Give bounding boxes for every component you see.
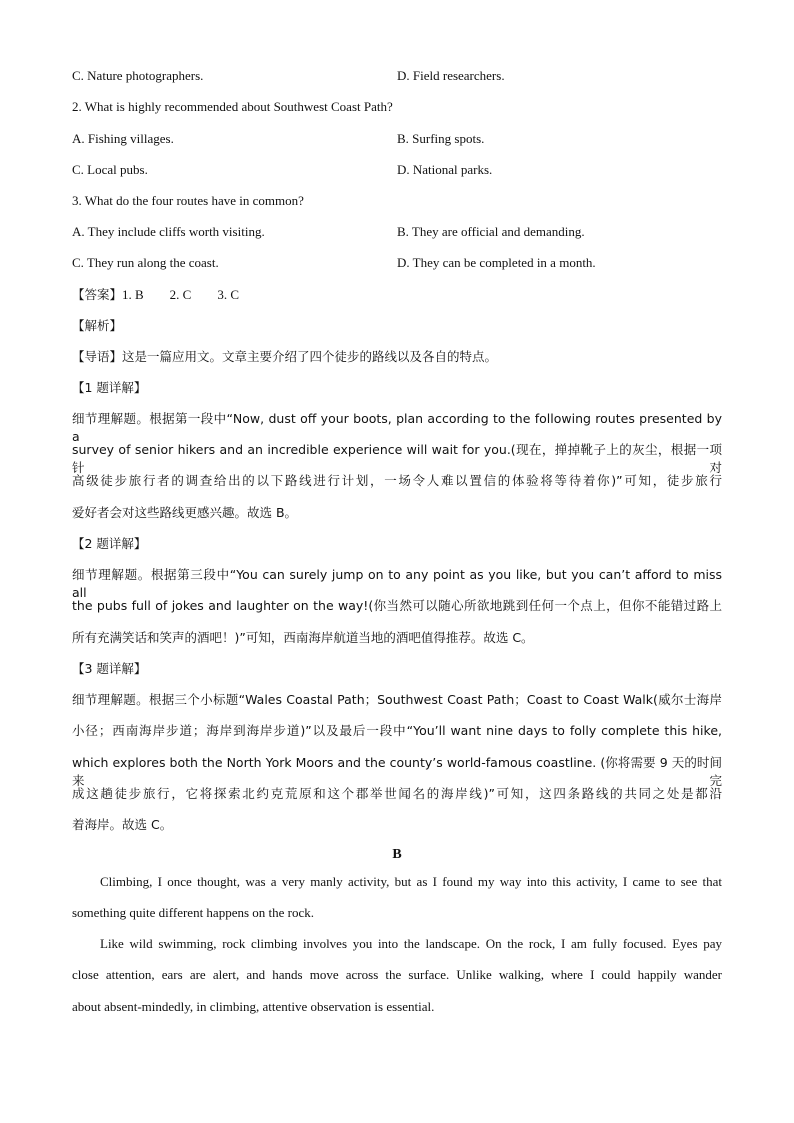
detail-1-line: survey of senior hikers and an incredible experience will wait for you.(现在，掸掉靴子上的灰尘，根据一项针对 [72, 442, 722, 475]
option-3b: B. They are official and demanding. [397, 224, 585, 239]
detail-3-line: 小径；西南海岸步道；海岸到海岸步道)”以及最后一段中“You’ll want nine days to folly complete this hike, [72, 723, 722, 738]
option-2a: A. Fishing villages. [72, 131, 174, 146]
passage-b-paragraph-2: about absent-mindedly, in climbing, attentive observation is essential. [72, 999, 435, 1014]
detail-3-line: 着海岸。故选 C。 [72, 817, 173, 832]
detail-1-heading: 【1 题详解】 [72, 380, 147, 395]
detail-3-heading: 【3 题详解】 [72, 661, 147, 676]
question-3-stem: 3. What do the four routes have in common? [72, 193, 304, 208]
detail-1-line: 细节理解题。根据第一段中“Now, dust off your boots, plan according to the following routes presented by a [72, 411, 722, 444]
option-2b: B. Surfing spots. [397, 131, 485, 146]
passage-b-paragraph-1: Climbing, I once thought, was a very manly activity, but as I found my way into this activity, I came to see that [100, 874, 722, 889]
option-2d: D. National parks. [397, 162, 493, 177]
detail-2-line: the pubs full of jokes and laughter on the way!(你当然可以随心所欲地跳到任何一个点上，但你不能错过路上 [72, 598, 722, 613]
answer-label: 【答案】 [72, 287, 123, 302]
answer-values: 1. B 2. C 3. C [122, 287, 240, 302]
passage-b-paragraph-2: close attention, ears are alert, and hands move across the surface. Unlike walking, where I could happily wander [72, 967, 722, 982]
detail-1-line: 爱好者会对这些路线更感兴趣。故选 B。 [72, 505, 298, 520]
option-1d: D. Field researchers. [397, 68, 505, 83]
answer-line [72, 286, 722, 304]
detail-1-line: 高级徒步旅行者的调查给出的以下路线进行计划，一场令人难以置信的体验将等待着你)”可知，徒步旅行 [72, 473, 722, 488]
intro-line: 【导语】这是一篇应用文。文章主要介绍了四个徒步的路线以及各自的特点。 [72, 349, 498, 364]
question-2-stem: 2. What is highly recommended about Southwest Coast Path? [72, 99, 393, 114]
option-2c: C. Local pubs. [72, 162, 148, 177]
section-b-title: B [392, 847, 402, 862]
analysis-label: 【解析】 [72, 318, 123, 333]
detail-3-line: which explores both the North York Moors and the county’s world-famous coastline. (你将需要 9 天的时间来完 [72, 755, 722, 788]
passage-b-paragraph-1: something quite different happens on the rock. [72, 905, 315, 920]
detail-3-line: 细节理解题。根据三个小标题“Wales Coastal Path；Southwest Coast Path；Coast to Coast Walk(威尔士海岸 [72, 692, 722, 707]
option-3d: D. They can be completed in a month. [397, 255, 596, 270]
option-3a: A. They include cliffs worth visiting. [72, 224, 265, 239]
option-1c: C. Nature photographers. [72, 68, 204, 83]
detail-2-line: 细节理解题。根据第三段中“You can surely jump on to any point as you like, but you can’t afford to miss all [72, 567, 722, 600]
option-3c: C. They run along the coast. [72, 255, 219, 270]
detail-2-heading: 【2 题详解】 [72, 536, 147, 551]
passage-b-paragraph-2: Like wild swimming, rock climbing involves you into the landscape. On the rock, I am fully focused. Eyes pay [100, 936, 722, 951]
detail-2-line: 所有充满笑话和笑声的酒吧！)”可知，西南海岸航道当地的酒吧值得推荐。故选 C。 [72, 630, 534, 645]
detail-3-line: 成这趟徒步旅行，它将探索北约克荒原和这个郡举世闻名的海岸线)”可知，这四条路线的共同之处是都沿 [72, 786, 722, 801]
